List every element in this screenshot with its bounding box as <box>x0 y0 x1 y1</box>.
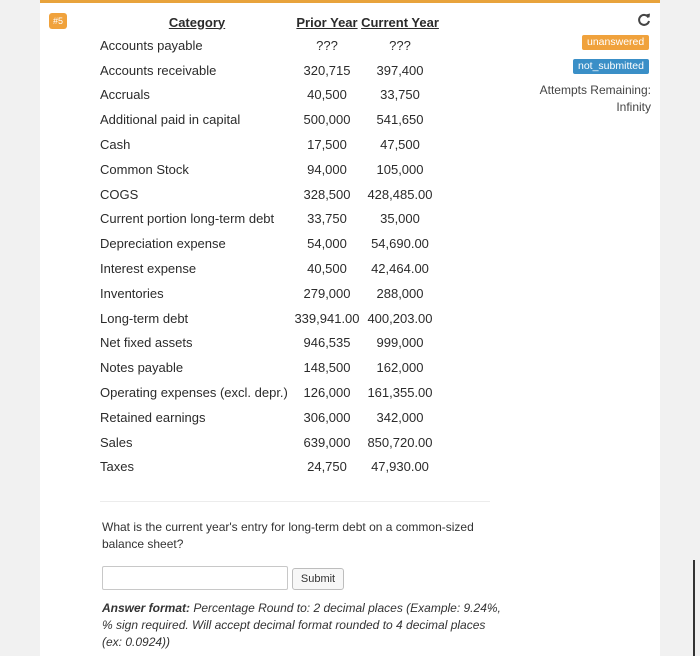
row-category: Cash <box>100 137 131 153</box>
row-current-year: 35,000 <box>380 211 420 227</box>
refresh-icon[interactable] <box>636 12 652 28</box>
row-current-year: 54,690.00 <box>371 236 429 252</box>
table-row <box>100 33 440 58</box>
table-row <box>100 207 440 232</box>
row-prior-year: 946,535 <box>303 335 351 351</box>
row-prior-year: 40,500 <box>307 87 347 103</box>
row-category: COGS <box>100 186 139 202</box>
table-row <box>100 380 440 405</box>
row-category: Operating expenses (excl. depr.) <box>100 385 288 401</box>
table-row <box>100 455 440 480</box>
row-category: Sales <box>100 434 133 450</box>
row-current-year: 400,203.00 <box>367 310 433 326</box>
row-category: Additional paid in capital <box>100 112 241 128</box>
question-text: What is the current year's entry for long-term debt on a common-sized balance sheet? <box>102 520 474 551</box>
row-category: Inventories <box>100 285 164 301</box>
row-current-year: 541,650 <box>376 112 424 128</box>
table-row <box>100 355 440 380</box>
row-current-year: 161,355.00 <box>367 385 433 401</box>
row-current-year: 850,720.00 <box>367 434 433 450</box>
row-current-year: 42,464.00 <box>371 261 429 277</box>
answer-input[interactable] <box>102 566 288 590</box>
row-current-year: ??? <box>389 37 411 53</box>
table-row <box>100 306 440 331</box>
table-body <box>100 33 440 479</box>
row-current-year: 33,750 <box>380 87 420 103</box>
right-gutter <box>660 0 700 656</box>
row-current-year: 162,000 <box>376 360 424 376</box>
row-category: Current portion long-term debt <box>100 211 275 227</box>
table-row <box>100 157 440 182</box>
table-row <box>100 107 440 132</box>
row-category: Long-term debt <box>100 310 189 326</box>
row-current-year: 999,000 <box>376 335 424 351</box>
row-current-year: 105,000 <box>376 161 424 177</box>
table-row <box>100 281 440 306</box>
attempts-remaining <box>520 82 651 116</box>
answer-format-text: Percentage Round to: 2 decimal places (Example: 9.24%, % sign required. Will accept decimal format rounded to 4 decimal places (ex: 0.0924)) <box>102 601 501 649</box>
table-row <box>100 405 440 430</box>
row-category: Accruals <box>100 87 150 103</box>
scrollbar[interactable] <box>693 560 695 656</box>
row-category: Accounts receivable <box>100 62 217 78</box>
table-row <box>100 256 440 281</box>
table-header-row <box>100 11 440 33</box>
row-category: Interest expense <box>100 261 197 277</box>
header-current-year: Current Year <box>361 14 439 30</box>
table-row <box>100 58 440 83</box>
attempts-label: Attempts Remaining: <box>539 83 651 97</box>
answer-format-note <box>102 600 502 651</box>
row-prior-year: 17,500 <box>307 137 347 153</box>
row-current-year: 397,400 <box>376 62 424 78</box>
answer-format-label: Answer format: <box>102 601 191 615</box>
row-current-year: 342,000 <box>376 409 424 425</box>
row-prior-year: 94,000 <box>307 161 347 177</box>
submit-button[interactable]: Submit <box>292 568 344 590</box>
row-category: Taxes <box>100 459 134 475</box>
row-prior-year: 500,000 <box>303 112 351 128</box>
row-prior-year: 148,500 <box>303 360 351 376</box>
status-badge-unanswered: unanswered <box>582 35 649 50</box>
row-category: Depreciation expense <box>100 236 226 252</box>
header-category: Category <box>168 14 226 30</box>
table-row <box>100 132 440 157</box>
row-prior-year: 306,000 <box>303 409 351 425</box>
table-row <box>100 231 440 256</box>
row-current-year: 47,500 <box>380 137 420 153</box>
row-prior-year: 328,500 <box>303 186 351 202</box>
row-prior-year: 54,000 <box>307 236 347 252</box>
row-category: Retained earnings <box>100 409 206 425</box>
attempts-value: Infinity <box>616 100 651 114</box>
row-prior-year: 639,000 <box>303 434 351 450</box>
status-badge-not-submitted: not_submitted <box>573 59 649 74</box>
left-gutter <box>0 0 40 656</box>
row-prior-year: 279,000 <box>303 285 351 301</box>
table-row <box>100 83 440 108</box>
row-current-year: 47,930.00 <box>371 459 429 475</box>
row-category: Accounts payable <box>100 37 203 53</box>
financial-data-table <box>100 11 440 479</box>
question-number-badge: #5 <box>49 13 67 29</box>
row-prior-year: ??? <box>316 37 338 53</box>
divider <box>100 501 490 502</box>
row-prior-year: 40,500 <box>307 261 347 277</box>
row-prior-year: 24,750 <box>307 459 347 475</box>
row-prior-year: 126,000 <box>303 385 351 401</box>
table-row <box>100 430 440 455</box>
row-category: Notes payable <box>100 360 184 376</box>
row-prior-year: 320,715 <box>303 62 351 78</box>
table-row <box>100 182 440 207</box>
table-row <box>100 331 440 356</box>
row-current-year: 428,485.00 <box>367 186 433 202</box>
row-current-year: 288,000 <box>376 285 424 301</box>
row-category: Net fixed assets <box>100 335 193 351</box>
row-prior-year: 339,941.00 <box>294 310 360 326</box>
row-category: Common Stock <box>100 161 189 177</box>
header-prior-year: Prior Year <box>296 14 358 30</box>
row-prior-year: 33,750 <box>307 211 347 227</box>
panel-top-border <box>40 0 660 3</box>
